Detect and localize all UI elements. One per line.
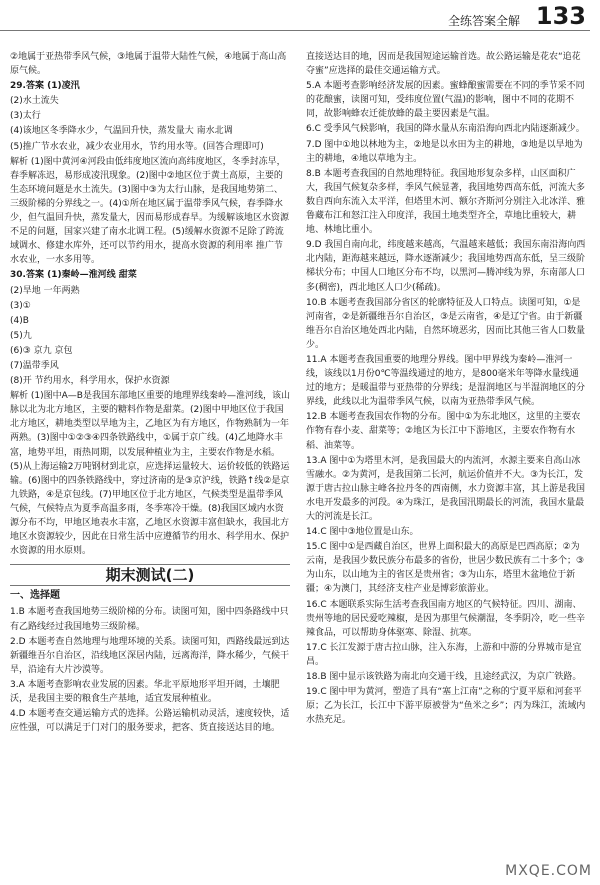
text-line: (4)该地区冬季降水少，气温回升快，蒸发量大 南水北调 xyxy=(10,126,233,137)
answer-label: 30.答案 (1)秦岭—淮河线 甜菜 xyxy=(10,270,137,281)
question-item: 14.C 图中③地位置是山东。 xyxy=(306,527,419,538)
question-item: 1.B 本题考查我国地势三级阶梯的分布。读图可知，图中四条路线中只有乙路线经过我国地势三级阶梯。 xyxy=(10,607,289,632)
question-item: 18.B 图中显示该铁路为南北向交通干线，且途经武汉，为京广铁路。 xyxy=(306,672,582,683)
text-line: (7)温带季风 xyxy=(10,360,59,371)
left-column xyxy=(10,50,290,736)
question-item: 4.D 本题考查交通运输方式的选择。公路运输机动灵活，速度较快，适应性强，可以满足于门对门的服务要求，把客、货直接送达目的地。 xyxy=(10,709,290,734)
question-item: 6.C 受季风气候影响，我国的降水量从东南沿海向西北内陆逐渐减少。 xyxy=(306,124,585,135)
book-title: 全练答案全解 xyxy=(447,14,520,28)
question-item: 12.B 本题考查我国农作物的分布。图中①为东北地区，这里的主要农作物有春小麦、甜菜等；②地区为长江中下游地区，主要农作物有水稻、油菜等。 xyxy=(306,412,581,451)
question-item: 17.C 长江发源于唐古拉山脉，注入东海，上游和中游的分界城市是宜昌。 xyxy=(306,642,582,667)
analysis-paragraph: 解析 (1)图中A—B是我国东部地区重要的地理界线秦岭—淮河线，该山脉以北为北方地区，主要的糖料作物是甜菜。(2)图中甲地区位于我国北方地区，耕地类型以旱地为主，乙地区为有方地区，作物熟制为一年两熟。(3)图中①②③④四条铁路线中，①属于京广线。(4)乙地降水丰富，地势平坦，雨热同期，以发展种植业为主，主要农作物是水稻。(5)从上海运输2万吨钢材到北京，应选择运量较大、运价较低的铁路运输。(6)图中的四条铁路线中，穿过济南的是③京沪线，铁路↑线②是京九铁路，④是京包线。(7)甲地区位于北方地区，气候类型是温带季风气候，气候特点为夏季高温多雨，冬季寒冷干燥。(8)我国区域内水资源分布不均，甲地区地表水丰富，乙地区水资源丰富但缺水，我国北方地区水资源较少，因此在日常生活中应遵循节约用水、科学用水、保护水资源的用水原则。 xyxy=(10,391,290,557)
watermark: MXQE.COM xyxy=(505,863,592,879)
header-rule xyxy=(0,30,590,31)
analysis-paragraph: 解析 (1)图中黄河④河段由低纬度地区流向高纬度地区，冬季封冻早，春季解冻迟，易形成凌汛现象。(2)图中②地区位于黄土高原，主要的生态环境问题是水土流失。(3)图中③为太行山脉，是我国地势第二、三级阶梯的分界线之一。(4)①所在地区属于温带季风气候，春季降水少，但气温回升快，蒸发量大，因而易形成春旱。为缓解该地区水资源不足的问题，国家兴建了南水北调工程。(5)缓解水资源不足除了跨流域调水、修建水库外，还可以节约用水，提高水资源的利用率 推广节水农业，一水多用等。 xyxy=(10,156,290,266)
right-column xyxy=(306,50,586,728)
text-line: (5)九 xyxy=(10,330,32,341)
text-line: (8)开 节约用水，科学用水，保护水资源 xyxy=(10,376,170,387)
question-item: 3.A 本题考查影响农业发展的因素。华北平原地形平坦开阔，土壤肥沃，是我国主要的粮食生产基地，适宜发展种植业。 xyxy=(10,679,280,705)
answer-label: 29.答案 (1)凌汛 xyxy=(10,81,80,92)
question-item: 9.D 我国自南向北，纬度越来越高，气温越来越低；我国东南沿海向西北内陆，距海越来越远，降水逐渐减少；我国地势西高东低，呈三级阶梯状分布；中国人口地区分布不均，以黑河—腾冲线为界，东南部人口多(稠密)，西北地区人口少(稀疏)。 xyxy=(306,240,586,293)
subsection-title: 一、选择题 xyxy=(10,590,60,602)
question-item: 11.A 本题考查我国重要的地理分界线。图中甲界线为秦岭—淮河一线，该线以1月份0℃等温线通过的地方，是800毫米年等降水量线通过的地方；是暖温带与亚热带的分界线；是湿润地区与半湿润地区的分界线，此线以北为温带季风气候，以南为亚热带季风气候。 xyxy=(306,354,586,408)
question-item: 15.C 图中①是西藏自治区，世界上面积最大的高原是巴西高原；②为云南，是我国少数民族分布最多的省份，世居少数民族有二十多个；③为山东，以山地为主的省区是贵州省；③为山东，塔里木盆地位于新疆；④为澳门，其经济支柱产业是博彩旅游业。 xyxy=(306,542,585,595)
text-line: (5)推广节水农业，减少农业用水，节约用水等。(回答合理即可) xyxy=(10,141,264,152)
question-item: 10.B 本题考查我国部分省区的轮廓特征及人口特点。读图可知，①是河南省，②是新疆维吾尔自治区，③是云南省，④是辽宁省。由于新疆维吾尔自治区地处西北内陆，自然环境恶劣，因而比其他三省人口数量少。 xyxy=(306,297,586,350)
text-line: (2)旱地 一年两熟 xyxy=(10,285,80,296)
text-line: ②地属于亚热带季风气候，③地属于温带大陆性气候，④地属于高山高原气候。 xyxy=(10,52,287,77)
question-item: 8.B 本题考查我国的自然地理特征。我国地形复杂多样，山区面积广大，我国气候复杂多样，季风气候显著，我国地势西高东低，河流大多数自西向东流入太平洋，但塔里木河、额尔齐斯河分别注入北冰洋、雅鲁藏布江和怒江注入印度洋，我国土地类型齐全，草地比重较大，耕地、林地比重小。 xyxy=(306,168,586,236)
text-line: 直接送达目的地，因而是我国短途运输首选。故公路运输是花农“追花夺蜜”应选择的最佳交通运输方式。 xyxy=(306,52,581,77)
question-item: 2.D 本题考查自然地理与地理环境的关系。读图可知，西路线最远到达新疆维吾尔自治区，沿线地区深居内陆，远离海洋，降水稀少，气候干旱，沿途有大片沙漠等。 xyxy=(10,636,290,675)
question-item: 7.D 图中①地以林地为主，②地是以水田为主的耕地，③地是以旱地为主的耕地，④地以草地为主。 xyxy=(306,139,583,164)
question-item: 13.A 图中①为塔里木河，是我国最大的内流河，水源主要来自高山冰雪融水。②为黄河，是我国第二长河，航运价值并不大。③为长江，发源于唐古拉山脉主峰各拉丹冬的西南侧，水力资源丰富，其上游是我国水电开发最多的河段。④为珠江，是我国汛期最长的河流，我国水量最大的河流是长江。 xyxy=(306,455,586,522)
text-line: (2)水土流失 xyxy=(10,96,59,107)
page-number: 133 xyxy=(535,2,586,30)
page-header xyxy=(0,0,600,44)
question-item: 5.A 本题考查影响经济发展的因素。蜜蜂酿蜜需要在不同的季节采不同的花酿蜜，读图可知，受纬度位置(气温)的影响，图中不同的花期不同，故影响蜂农迁徙放蜂的最主要因素是气温。 xyxy=(306,81,585,120)
question-item: 16.C 本题联系实际生活考查我国南方地区的气候特征。四川、湖南、贵州等地的居民爱吃辣椒，是因为那里气候潮湿，冬季阴冷，吃一些辛辣食品，可以帮助身体驱寒、除湿、抗寒。 xyxy=(306,599,586,638)
text-line: (6)③ 京九 京包 xyxy=(10,345,73,356)
section-title: 期末测试(二) xyxy=(10,564,290,586)
text-line: (4)B xyxy=(10,315,29,326)
question-item: 19.C 图中甲为黄河，塑造了具有“塞上江南”之称的宁夏平原和河套平原；乙为长江，长江中下游平原被誉为“鱼米之乡”；丙为珠江，流域内水热充足。 xyxy=(306,687,586,726)
text-line: (3)① xyxy=(10,300,31,311)
text-line: (3)太行 xyxy=(10,111,41,122)
